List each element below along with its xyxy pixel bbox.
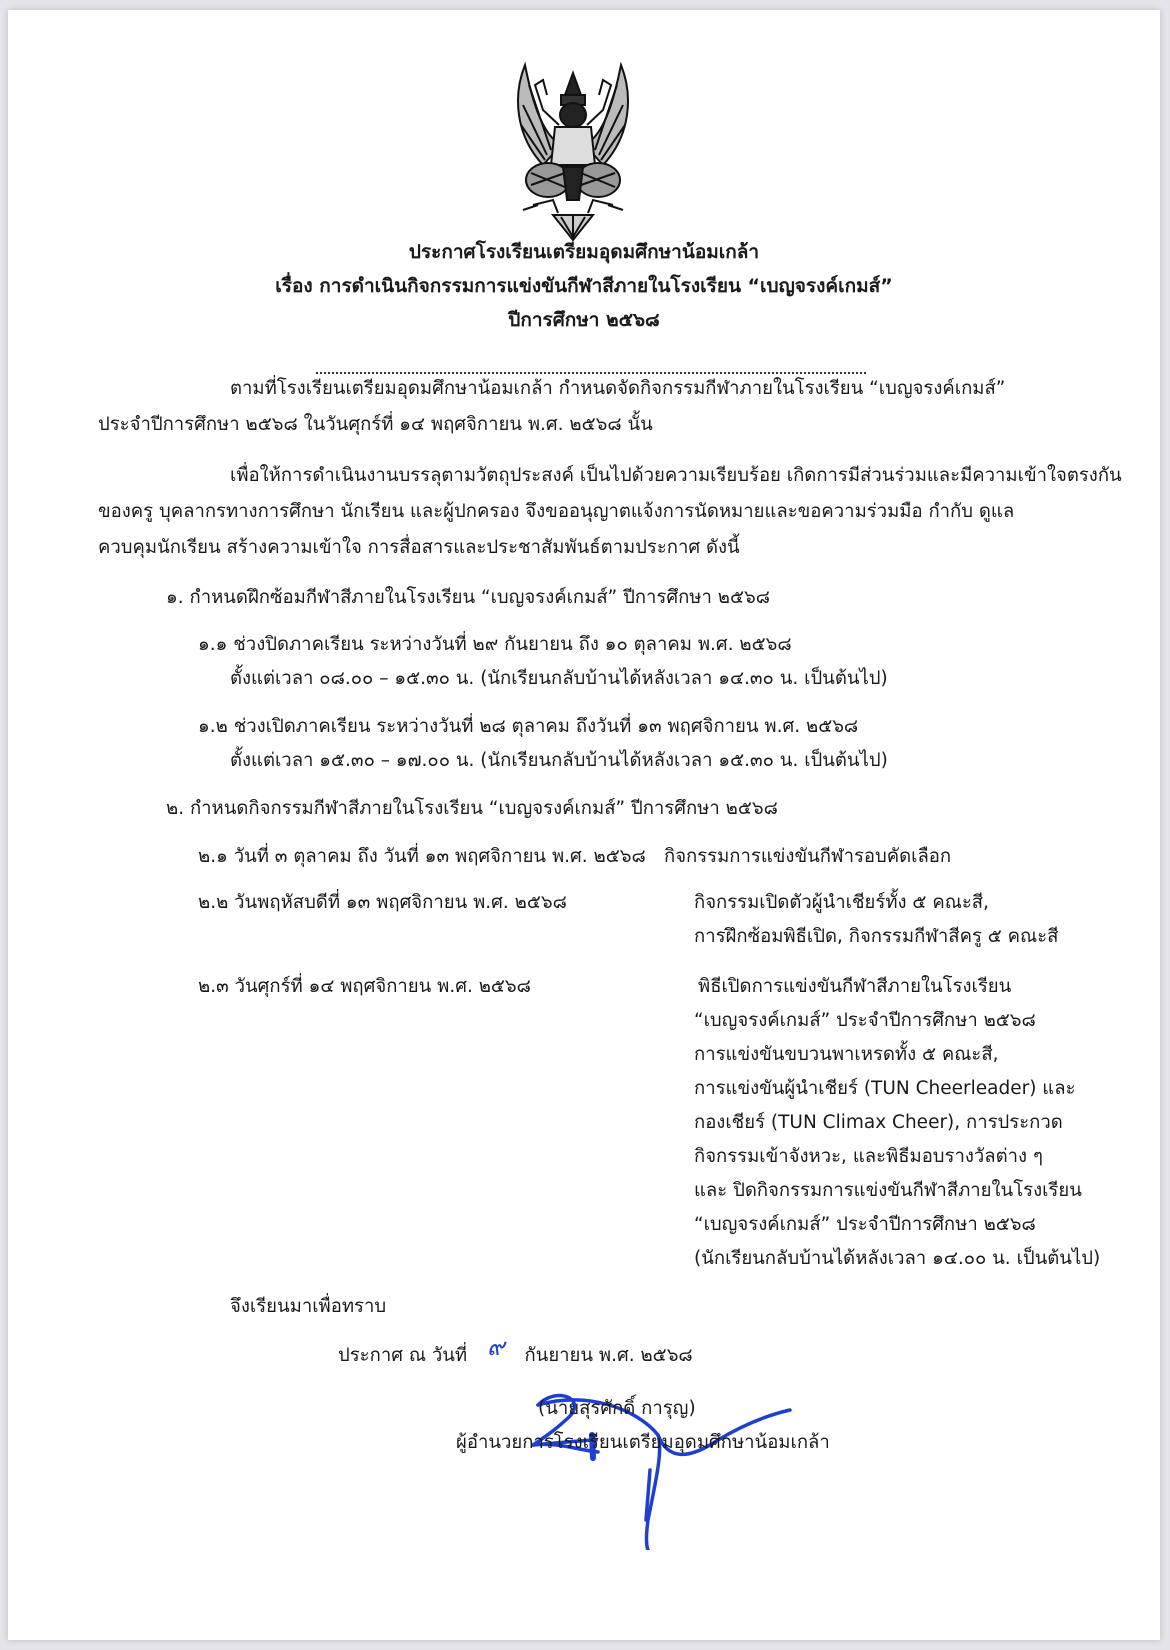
paragraph-1-line-1: ตามที่โรงเรียนเตรียมอุดมศึกษาน้อมเกล้า กำหนดจัดกิจกรรมกีฬาภายในโรงเรียน “เบญจรงค์เกมส์” [230,378,1006,399]
section-2-item-2-activity: กิจกรรมเปิดตัวผู้นำเชียร์ทั้ง ๕ คณะสี, [694,892,989,913]
signatory-position: ผู้อำนวยการโรงเรียนเตรียมอุดมศึกษาน้อมเกล้า [456,1432,830,1453]
section-2-item-3-activity: การแข่งขันขบวนพาเหรดทั้ง ๕ คณะสี, [694,1044,999,1065]
section-2-item-2-activity: การฝึกซ้อมพิธีเปิด, กิจกรรมกีฬาสีครู ๕ คณะสี [694,926,1059,947]
garuda-emblem-icon [503,55,643,245]
section-1-item-1-line-2: ตั้งแต่เวลา ๐๘.๐๐ – ๑๕.๓๐ น. (นักเรียนกลับบ้านได้หลังเวลา ๑๔.๓๐ น. เป็นต้นไป) [230,668,888,689]
section-2-item-3-activity: การแข่งขันผู้นำเชียร์ (TUN Cheerleader) และ [694,1078,1076,1099]
announce-date [338,1333,693,1369]
section-2-item-3-activity: และ ปิดกิจกรรมการแข่งขันกีฬาสีภายในโรงเรียน [694,1180,1082,1201]
section-2-item-3-activity: “เบญจรงค์เกมส์” ประจำปีการศึกษา ๒๕๖๘ [694,1010,1036,1031]
handwritten-day: ๙ [487,1333,505,1361]
announce-suffix: กันยายน พ.ศ. ๒๕๖๘ [524,1345,693,1366]
section-1-title: ๑. กำหนดฝึกซ้อมกีฬาสีภายในโรงเรียน “เบญจรงค์เกมส์” ปีการศึกษา ๒๕๖๘ [166,587,770,608]
section-1-item-2-line-2: ตั้งแต่เวลา ๑๕.๓๐ – ๑๗.๐๐ น. (นักเรียนกลับบ้านได้หลังเวลา ๑๕.๓๐ น. เป็นต้นไป) [230,750,888,771]
closing-text: จึงเรียนมาเพื่อทราบ [230,1296,387,1317]
section-2-title: ๒. กำหนดกิจกรรมกีฬาสีภายในโรงเรียน “เบญจรงค์เกมส์” ปีการศึกษา ๒๕๖๘ [166,798,778,819]
section-2-item-3-date: ๒.๓ วันศุกร์ที่ ๑๔ พฤศจิกายน พ.ศ. ๒๕๖๘ [198,976,531,997]
section-2-item-1-date: ๒.๑ วันที่ ๓ ตุลาคม ถึง วันที่ ๑๓ พฤศจิกายน พ.ศ. ๒๕๖๘ [198,846,646,867]
header-line-1: ประกาศโรงเรียนเตรียมอุดมศึกษาน้อมเกล้า [408,241,760,263]
document-page [8,10,1160,1640]
header-year: ปีการศึกษา ๒๕๖๘ [508,309,660,331]
paragraph-2-line-1: เพื่อให้การดำเนินงานบรรลุตามวัตถุประสงค์ เป็นไปด้วยความเรียบร้อย เกิดการมีส่วนร่วมและมีความเข้าใจตรงกัน [230,465,1122,486]
section-2-item-3-activity: “เบญจรงค์เกมส์” ประจำปีการศึกษา ๒๕๖๘ [694,1214,1036,1235]
signatory-name: (นายสุรศักดิ์ การุญ) [538,1398,696,1419]
section-1-item-1-line-1: ๑.๑ ช่วงปิดภาคเรียน ระหว่างวันที่ ๒๙ กันยายน ถึง ๑๐ ตุลาคม พ.ศ. ๒๕๖๘ [198,634,792,655]
section-2-item-3-activity: กองเชียร์ (TUN Climax Cheer), การประกวด [694,1112,1063,1133]
section-2-item-3-activity: พิธีเปิดการแข่งขันกีฬาสีภายในโรงเรียน [698,976,1012,997]
paragraph-2-line-2: ของครู บุคลากรทางการศึกษา นักเรียน และผู้ปกครอง จึงขออนุญาตแจ้งการนัดหมายและขอความร่วมมือ กำกับ ดูแล [98,501,1015,522]
section-1-item-2-line-1: ๑.๒ ช่วงเปิดภาคเรียน ระหว่างวันที่ ๒๘ ตุลาคม ถึงวันที่ ๑๓ พฤศจิกายน พ.ศ. ๒๕๖๘ [198,716,859,737]
section-2-item-3-activity: กิจกรรมเข้าจังหวะ, และพิธีมอบรางวัลต่าง ๆ [694,1146,1043,1167]
paragraph-1-line-2: ประจำปีการศึกษา ๒๕๖๘ ในวันศุกร์ที่ ๑๔ พฤศจิกายน พ.ศ. ๒๕๖๘ นั้น [98,414,653,435]
section-2-item-3-activity: (นักเรียนกลับบ้านได้หลังเวลา ๑๔.๐๐ น. เป็นต้นไป) [694,1248,1101,1269]
separator-dots [316,372,866,374]
header-subject: เรื่อง การดำเนินกิจกรรมการแข่งขันกีฬาสีภายในโรงเรียน “เบญจรงค์เกมส์” [275,275,893,297]
section-2-item-2-date: ๒.๒ วันพฤหัสบดีที่ ๑๓ พฤศจิกายน พ.ศ. ๒๕๖๘ [198,892,567,913]
announce-prefix: ประกาศ ณ วันที่ [338,1345,468,1366]
paragraph-2-line-3: ควบคุมนักเรียน สร้างความเข้าใจ การสื่อสารและประชาสัมพันธ์ตามประกาศ ดังนี้ [98,537,740,558]
section-2-item-1-activity: กิจกรรมการแข่งขันกีฬารอบคัดเลือก [664,846,952,867]
